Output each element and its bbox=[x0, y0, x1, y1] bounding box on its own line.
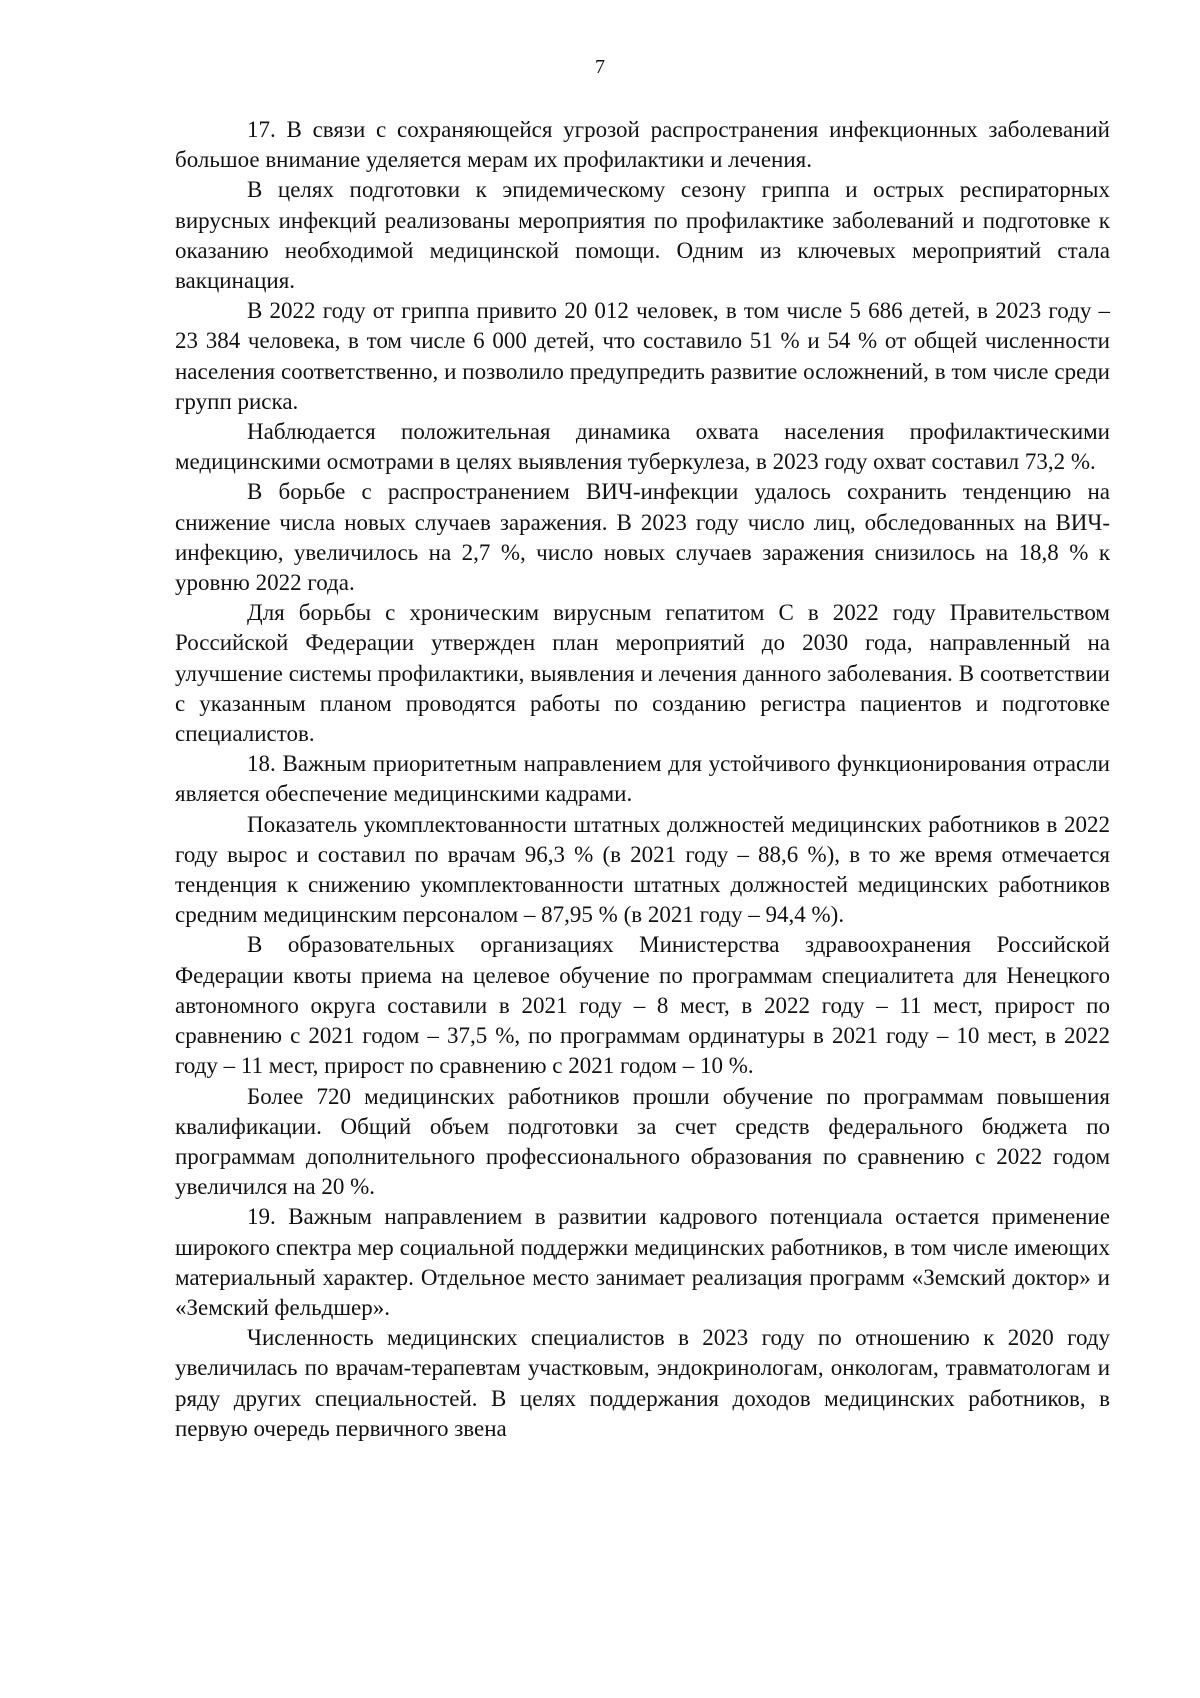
paragraph-specialists-count: Численность медицинских специалистов в 2023 году по отношению к 2020 году увеличилась по врачам-терапевтам участковым, эндокринологам, онкологам, травматологам и ряду других специальностей. В целях поддержания доходов медицинских работников, в первую очередь первичного звена bbox=[175, 1325, 1110, 1441]
paragraph-item-19: 19. Важным направлением в развитии кадрового потенциала остается применение широкого спектра мер социальной поддержки медицинских работников, в том числе имеющих материальный характер. Отдельное место занимает реализация программ «Земский доктор» и «Земский фельдшер». bbox=[175, 1204, 1110, 1320]
paragraph-item-18: 18. Важным приоритетным направлением для устойчивого функционирования отрасли является обеспечение медицинскими кадрами. bbox=[175, 751, 1110, 807]
paragraph-staffing: Показатель укомплектованности штатных должностей медицинских работников в 2022 году вырос и составил по врачам 96,3 % (в 2021 году – 88,6 %), в то же время отмечается тенденция к снижению укомплектованности штатных должностей медицинских работников средним медицинским персоналом – 87,95 % (в 2021 году – 94,4 %). bbox=[175, 811, 1110, 928]
paragraph-vaccination-stats: В 2022 году от гриппа привито 20 012 человек, в том числе 5 686 детей, в 2023 году – 23 384 человека, в том числе 6 000 детей, что составило 51 % и 54 % от общей численности населения соответственно, и позволило предупредить развитие осложнений, в том числе среди групп риска. bbox=[175, 298, 1110, 414]
paragraph-qualification: Более 720 медицинских работников прошли обучение по программам повышения квалификации. Общий объем подготовки за счет средств федерального бюджета по программам дополнительного профессионального образования по сравнению с 2022 годом увеличился на 20 %. bbox=[175, 1083, 1110, 1200]
paragraph-hepatitis-c: Для борьбы с хроническим вирусным гепатитом С в 2022 году Правительством Российской Федерации утвержден план мероприятий до 2030 года, направленный на улучшение системы профилактики, выявления и лечения данного заболевания. В соответствии с указанным планом проводятся работы по созданию регистра пациентов и подготовке специалистов. bbox=[175, 600, 1110, 747]
paragraph-tuberculosis: Наблюдается положительная динамика охвата населения профилактическими медицинскими осмотрами в целях выявления туберкулеза, в 2023 году охват составил 73,2 %. bbox=[175, 419, 1110, 475]
document-body bbox=[175, 115, 1110, 1444]
page-number: 7 bbox=[595, 56, 605, 78]
paragraph-education-quotas: В образовательных организациях Министерства здравоохранения Российской Федерации квоты приема на целевое обучение по программам специалитета для Ненецкого автономного округа составили в 2021 году – 8 мест, в 2022 году – 11 мест, прирост по сравнению с 2021 годом – 37,5 %, по программам ординатуры в 2021 году – 10 мест, в 2022 году – 11 мест, прирост по сравнению с 2021 годом – 10 %. bbox=[175, 932, 1110, 1079]
paragraph-flu-preparation: В целях подготовки к эпидемическому сезону гриппа и острых респираторных вирусных инфекций реализованы мероприятия по профилактике заболеваний и подготовке к оказанию необходимой медицинской помощи. Одним из ключевых мероприятий стала вакцинация. bbox=[175, 177, 1110, 294]
paragraph-hiv: В борьбе с распространением ВИЧ-инфекции удалось сохранить тенденцию на снижение числа новых случаев заражения. В 2023 году число лиц, обследованных на ВИЧ-инфекцию, увеличилось на 2,7 %, число новых случаев заражения снизилось на 18,8 % к уровню 2022 года. bbox=[175, 479, 1110, 596]
paragraph-item-17: 17. В связи с сохраняющейся угрозой распространения инфекционных заболеваний большое внимание уделяется мерам их профилактики и лечения. bbox=[175, 117, 1110, 173]
